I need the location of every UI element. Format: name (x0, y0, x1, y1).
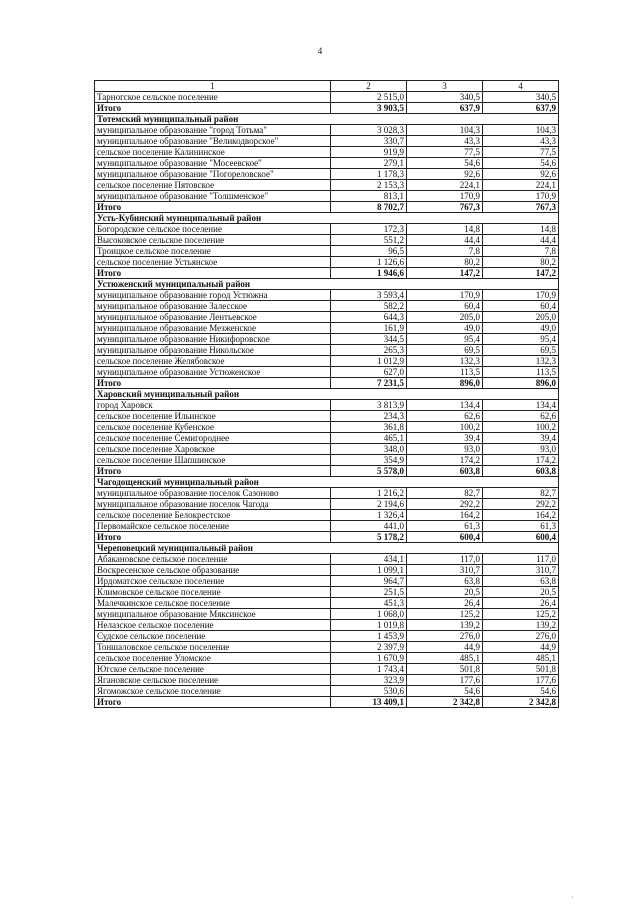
value-col-3: 603,8 (407, 466, 483, 477)
value-col-4: 82,7 (483, 488, 559, 499)
value-col-2: 813,1 (331, 191, 407, 202)
value-col-4: 26,4 (483, 598, 559, 609)
value-col-2: 2 515,0 (331, 92, 407, 103)
value-col-2: 348,0 (331, 444, 407, 455)
table-row (95, 653, 559, 664)
value-col-2: 1 012,9 (331, 356, 407, 367)
value-col-3: 164,2 (407, 510, 483, 521)
value-col-2: 3 903,5 (331, 103, 407, 114)
district-name: Чагодощенский муниципальный район (95, 477, 559, 488)
settlement-name: Ягановское сельское поселение (95, 675, 331, 686)
value-col-3: 501,8 (407, 664, 483, 675)
value-col-4: 104,3 (483, 125, 559, 136)
settlement-name: Абакановское сельское поселение (95, 554, 331, 565)
table-row (95, 290, 559, 301)
table-row (95, 158, 559, 169)
settlement-name: муниципальное образование "Великодворское" (95, 136, 331, 147)
value-col-2: 172,3 (331, 224, 407, 235)
value-col-2: 919,9 (331, 147, 407, 158)
settlement-name: Воскресенское сельское образование (95, 565, 331, 576)
value-col-4: 62,6 (483, 411, 559, 422)
table-row (95, 400, 559, 411)
total-label: Итого (95, 202, 331, 213)
value-col-2: 465,1 (331, 433, 407, 444)
settlement-name: Троицкое сельское поселение (95, 246, 331, 257)
table-row (95, 125, 559, 136)
district-header-row (95, 114, 559, 125)
total-row (95, 268, 559, 279)
settlement-name: город Харовск (95, 400, 331, 411)
value-col-4: 43,3 (483, 136, 559, 147)
settlement-name: сельское поселение Желябовское (95, 356, 331, 367)
value-col-2: 265,3 (331, 345, 407, 356)
settlement-name: сельское поселение Харовское (95, 444, 331, 455)
table-row (95, 598, 559, 609)
settlement-name: муниципальное образование Устюженское (95, 367, 331, 378)
scan-mark: , (572, 893, 574, 899)
settlement-name: муниципальное образование Лентьевское (95, 312, 331, 323)
value-col-3: 63,8 (407, 576, 483, 587)
value-col-2: 5 578,0 (331, 466, 407, 477)
value-col-4: 20,5 (483, 587, 559, 598)
value-col-2: 323,9 (331, 675, 407, 686)
settlement-name: муниципальное образование "Мосеевское" (95, 158, 331, 169)
value-col-4: 896,0 (483, 378, 559, 389)
value-col-3: 61,3 (407, 521, 483, 532)
value-col-2: 644,3 (331, 312, 407, 323)
value-col-3: 100,2 (407, 422, 483, 433)
value-col-2: 279,1 (331, 158, 407, 169)
value-col-4: 132,3 (483, 356, 559, 367)
table-row (95, 246, 559, 257)
value-col-4: 2 342,8 (483, 697, 559, 708)
value-col-4: 224,1 (483, 180, 559, 191)
table-row (95, 664, 559, 675)
value-col-3: 896,0 (407, 378, 483, 389)
value-col-2: 1 019,8 (331, 620, 407, 631)
table-row (95, 92, 559, 103)
table-row (95, 224, 559, 235)
table-row (95, 576, 559, 587)
table-row (95, 334, 559, 345)
column-number: 4 (483, 81, 559, 92)
value-col-3: 125,2 (407, 609, 483, 620)
settlement-name: муниципальное образование Никольское (95, 345, 331, 356)
value-col-3: 2 342,8 (407, 697, 483, 708)
value-col-2: 1 178,3 (331, 169, 407, 180)
settlement-name: Судское сельское поселение (95, 631, 331, 642)
total-row (95, 103, 559, 114)
settlement-name: муниципальное образование поселок Сазоново (95, 488, 331, 499)
value-col-2: 5 178,2 (331, 532, 407, 543)
total-row (95, 378, 559, 389)
table-row (95, 488, 559, 499)
value-col-4: 63,8 (483, 576, 559, 587)
settlement-name: сельское поселение Семигороднее (95, 433, 331, 444)
total-row (95, 697, 559, 708)
district-name: Харовский муниципальный район (95, 389, 559, 400)
value-col-3: 82,7 (407, 488, 483, 499)
district-header-row (95, 389, 559, 400)
value-col-4: 603,8 (483, 466, 559, 477)
value-col-2: 1 216,2 (331, 488, 407, 499)
value-col-4: 170,9 (483, 191, 559, 202)
total-label: Итого (95, 466, 331, 477)
column-number: 1 (95, 81, 331, 92)
settlement-name: муниципальное образование Залесское (95, 301, 331, 312)
value-col-4: 767,3 (483, 202, 559, 213)
value-col-3: 134,4 (407, 400, 483, 411)
settlement-name: муниципальное образование Мяксинское (95, 609, 331, 620)
table-row (95, 642, 559, 653)
value-col-2: 234,3 (331, 411, 407, 422)
table-row (95, 169, 559, 180)
value-col-4: 117,0 (483, 554, 559, 565)
table-row (95, 609, 559, 620)
settlement-name: Первомайское сельское поселение (95, 521, 331, 532)
value-col-2: 1 126,6 (331, 257, 407, 268)
settlement-name: Тоншаловское сельское поселение (95, 642, 331, 653)
settlement-name: муниципальное образование Мезженское (95, 323, 331, 334)
settlement-name: сельское поселение Ильинское (95, 411, 331, 422)
value-col-4: 92,6 (483, 169, 559, 180)
table-row (95, 356, 559, 367)
value-col-3: 113,5 (407, 367, 483, 378)
value-col-3: 69,5 (407, 345, 483, 356)
value-col-2: 441,0 (331, 521, 407, 532)
value-col-3: 14,8 (407, 224, 483, 235)
settlement-name: муниципальное образование "Толшменское" (95, 191, 331, 202)
value-col-2: 330,7 (331, 136, 407, 147)
value-col-3: 93,0 (407, 444, 483, 455)
settlement-name: Югское сельское поселение (95, 664, 331, 675)
settlement-name: сельское поселение Белокрестское (95, 510, 331, 521)
value-col-2: 8 702,7 (331, 202, 407, 213)
value-col-3: 20,5 (407, 587, 483, 598)
value-col-3: 205,0 (407, 312, 483, 323)
settlement-name: сельское поселение Калининское (95, 147, 331, 158)
value-col-2: 96,5 (331, 246, 407, 257)
table-row (95, 565, 559, 576)
total-label: Итого (95, 103, 331, 114)
page-number: 4 (317, 46, 323, 56)
value-col-3: 49,0 (407, 323, 483, 334)
table-row (95, 191, 559, 202)
value-col-4: 600,4 (483, 532, 559, 543)
value-col-3: 139,2 (407, 620, 483, 631)
table-row (95, 444, 559, 455)
value-col-2: 530,6 (331, 686, 407, 697)
settlement-name: сельское поселение Устьянское (95, 257, 331, 268)
settlement-name: Ягоможское сельское поселение (95, 686, 331, 697)
value-col-3: 485,1 (407, 653, 483, 664)
column-number-row (95, 81, 559, 92)
value-col-2: 2 397,9 (331, 642, 407, 653)
table-row (95, 675, 559, 686)
value-col-3: 177,6 (407, 675, 483, 686)
table-row (95, 136, 559, 147)
table-row (95, 499, 559, 510)
value-col-4: 637,9 (483, 103, 559, 114)
table-row (95, 345, 559, 356)
value-col-4: 39,4 (483, 433, 559, 444)
value-col-3: 44,9 (407, 642, 483, 653)
value-col-2: 3 028,3 (331, 125, 407, 136)
settlement-name: Тарногское сельское поселение (95, 92, 331, 103)
table-row (95, 455, 559, 466)
district-header-row (95, 543, 559, 554)
value-col-4: 113,5 (483, 367, 559, 378)
value-col-3: 117,0 (407, 554, 483, 565)
column-number: 2 (331, 81, 407, 92)
district-name: Усть-Кубинский муниципальный район (95, 213, 559, 224)
district-header-row (95, 477, 559, 488)
value-col-4: 54,6 (483, 686, 559, 697)
district-name: Устюженский муниципальный район (95, 279, 559, 290)
settlement-name: Высоковское сельское поселение (95, 235, 331, 246)
value-col-4: 292,2 (483, 499, 559, 510)
total-label: Итого (95, 268, 331, 279)
value-col-2: 344,5 (331, 334, 407, 345)
value-col-2: 3 813,9 (331, 400, 407, 411)
value-col-3: 26,4 (407, 598, 483, 609)
value-col-4: 340,5 (483, 92, 559, 103)
value-col-2: 551,2 (331, 235, 407, 246)
value-col-4: 69,5 (483, 345, 559, 356)
value-col-3: 44,4 (407, 235, 483, 246)
table-body (95, 81, 559, 708)
value-col-2: 1 099,1 (331, 565, 407, 576)
value-col-3: 132,3 (407, 356, 483, 367)
value-col-2: 7 231,5 (331, 378, 407, 389)
table-row (95, 631, 559, 642)
value-col-4: 134,4 (483, 400, 559, 411)
value-col-4: 177,6 (483, 675, 559, 686)
value-col-3: 39,4 (407, 433, 483, 444)
settlement-name: муниципальное образование "город Тотьма" (95, 125, 331, 136)
settlement-name: муниципальное образование поселок Чагода (95, 499, 331, 510)
value-col-3: 54,6 (407, 686, 483, 697)
value-col-2: 1 670,9 (331, 653, 407, 664)
total-row (95, 466, 559, 477)
value-col-3: 340,5 (407, 92, 483, 103)
value-col-4: 164,2 (483, 510, 559, 521)
value-col-2: 434,1 (331, 554, 407, 565)
table-row (95, 323, 559, 334)
value-col-2: 451,3 (331, 598, 407, 609)
value-col-3: 174,2 (407, 455, 483, 466)
district-header-row (95, 279, 559, 290)
value-col-3: 104,3 (407, 125, 483, 136)
value-col-3: 92,6 (407, 169, 483, 180)
table-row (95, 312, 559, 323)
settlement-name: сельское поселение Шапшинское (95, 455, 331, 466)
settlement-name: Климовское сельское поселение (95, 587, 331, 598)
value-col-4: 125,2 (483, 609, 559, 620)
value-col-2: 2 194,6 (331, 499, 407, 510)
value-col-2: 1 068,0 (331, 609, 407, 620)
value-col-3: 95,4 (407, 334, 483, 345)
value-col-2: 361,8 (331, 422, 407, 433)
value-col-4: 205,0 (483, 312, 559, 323)
value-col-4: 485,1 (483, 653, 559, 664)
value-col-3: 43,3 (407, 136, 483, 147)
value-col-4: 501,8 (483, 664, 559, 675)
table-row (95, 301, 559, 312)
total-row (95, 532, 559, 543)
settlement-name: муниципальное образование Никифоровское (95, 334, 331, 345)
value-col-3: 170,9 (407, 290, 483, 301)
district-name: Тотемский муниципальный район (95, 114, 559, 125)
value-col-3: 62,6 (407, 411, 483, 422)
value-col-4: 14,8 (483, 224, 559, 235)
table-row (95, 587, 559, 598)
value-col-3: 80,2 (407, 257, 483, 268)
value-col-4: 77,5 (483, 147, 559, 158)
value-col-4: 80,2 (483, 257, 559, 268)
table-row (95, 686, 559, 697)
table-row (95, 257, 559, 268)
value-col-2: 251,5 (331, 587, 407, 598)
value-col-3: 767,3 (407, 202, 483, 213)
value-col-3: 637,9 (407, 103, 483, 114)
value-col-2: 2 153,3 (331, 180, 407, 191)
value-col-3: 292,2 (407, 499, 483, 510)
value-col-3: 7,8 (407, 246, 483, 257)
value-col-2: 964,7 (331, 576, 407, 587)
value-col-2: 354,9 (331, 455, 407, 466)
column-number: 3 (407, 81, 483, 92)
value-col-4: 93,0 (483, 444, 559, 455)
settlement-name: муниципальное образование "Погореловское" (95, 169, 331, 180)
value-col-4: 7,8 (483, 246, 559, 257)
table-row (95, 620, 559, 631)
value-col-4: 310,7 (483, 565, 559, 576)
value-col-4: 139,2 (483, 620, 559, 631)
value-col-2: 582,2 (331, 301, 407, 312)
value-col-4: 147,2 (483, 268, 559, 279)
value-col-2: 1 453,9 (331, 631, 407, 642)
settlement-name: Нелазское сельское поселение (95, 620, 331, 631)
table-row (95, 554, 559, 565)
value-col-3: 77,5 (407, 147, 483, 158)
value-col-3: 54,6 (407, 158, 483, 169)
settlement-name: Ирдоматское сельское поселение (95, 576, 331, 587)
value-col-2: 161,9 (331, 323, 407, 334)
value-col-2: 1 326,4 (331, 510, 407, 521)
value-col-3: 170,9 (407, 191, 483, 202)
total-label: Итого (95, 697, 331, 708)
settlement-name: сельское поселение Кубенское (95, 422, 331, 433)
table-row (95, 411, 559, 422)
value-col-4: 170,9 (483, 290, 559, 301)
table-row (95, 147, 559, 158)
value-col-4: 100,2 (483, 422, 559, 433)
value-col-4: 174,2 (483, 455, 559, 466)
district-name: Череповецкий муниципальный район (95, 543, 559, 554)
value-col-3: 600,4 (407, 532, 483, 543)
value-col-2: 13 409,1 (331, 697, 407, 708)
value-col-4: 95,4 (483, 334, 559, 345)
settlement-name: сельское поселение Пятовское (95, 180, 331, 191)
value-col-3: 310,7 (407, 565, 483, 576)
settlement-name: Богородское сельское поселение (95, 224, 331, 235)
table-row (95, 422, 559, 433)
value-col-3: 276,0 (407, 631, 483, 642)
value-col-4: 276,0 (483, 631, 559, 642)
value-col-4: 60,4 (483, 301, 559, 312)
value-col-2: 1 743,4 (331, 664, 407, 675)
total-label: Итого (95, 532, 331, 543)
value-col-2: 627,0 (331, 367, 407, 378)
table-row (95, 510, 559, 521)
value-col-4: 44,4 (483, 235, 559, 246)
table-row (95, 521, 559, 532)
settlement-name: Малечкинское сельское поселение (95, 598, 331, 609)
total-label: Итого (95, 378, 331, 389)
settlement-name: сельское поселение Уломское (95, 653, 331, 664)
value-col-2: 3 593,4 (331, 290, 407, 301)
value-col-4: 54,6 (483, 158, 559, 169)
table-row (95, 367, 559, 378)
value-col-3: 60,4 (407, 301, 483, 312)
value-col-3: 147,2 (407, 268, 483, 279)
table-row (95, 235, 559, 246)
total-row (95, 202, 559, 213)
value-col-4: 61,3 (483, 521, 559, 532)
allocation-table (94, 80, 559, 708)
district-header-row (95, 213, 559, 224)
value-col-4: 44,9 (483, 642, 559, 653)
value-col-2: 1 946,6 (331, 268, 407, 279)
value-col-4: 49,0 (483, 323, 559, 334)
settlement-name: муниципальное образование город Устюжна (95, 290, 331, 301)
table-row (95, 433, 559, 444)
table-row (95, 180, 559, 191)
value-col-3: 224,1 (407, 180, 483, 191)
